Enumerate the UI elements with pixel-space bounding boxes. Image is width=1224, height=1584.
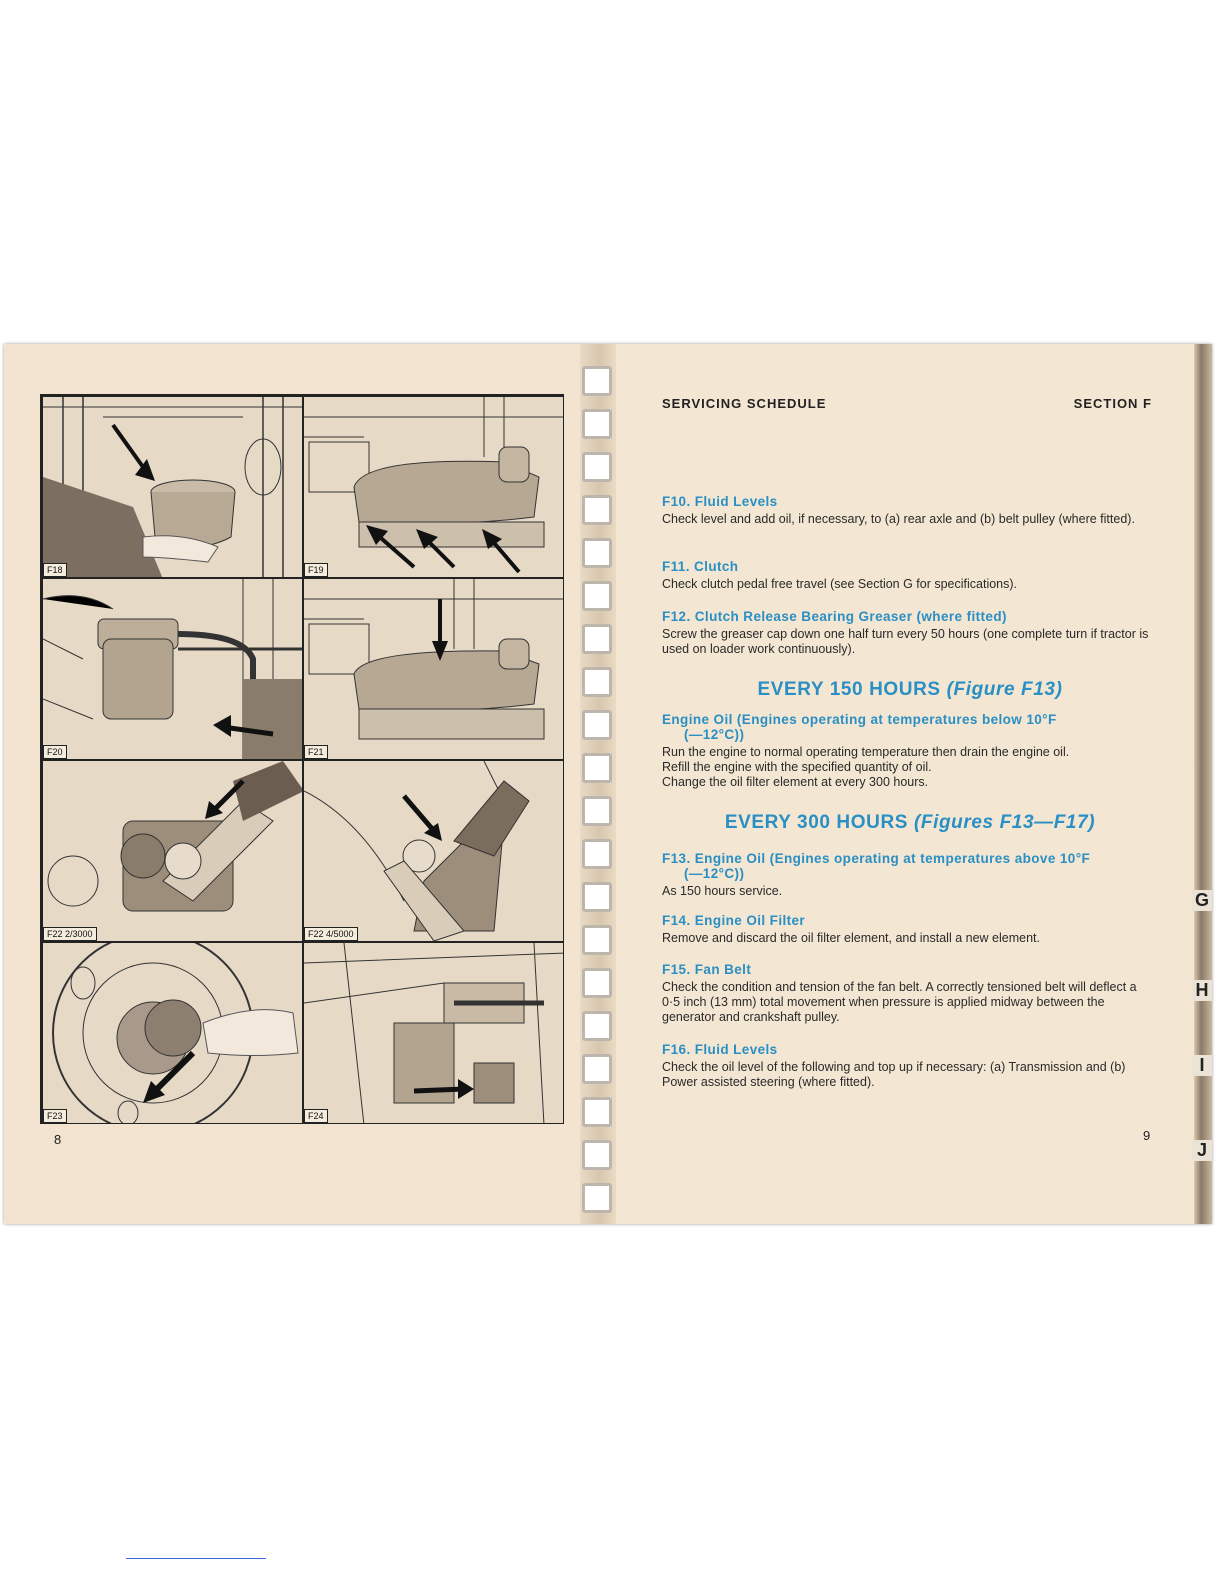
section-title-line1: F13. Engine Oil (Engines operating at temperatures above 10°F — [662, 851, 1091, 866]
binding-ring — [582, 968, 612, 998]
index-tab-g[interactable]: G — [1192, 890, 1212, 911]
section-body: Check the oil level of the following and top up if necessary: (a) Transmission and (b) Power assisted steering (where fitted). — [662, 1060, 1126, 1089]
section-f10 — [662, 494, 1158, 527]
section-title: F15. Fan Belt — [662, 962, 752, 977]
binding-ring — [582, 710, 612, 740]
f23-illustration — [43, 943, 303, 1124]
figure-f22-2-3000 — [42, 760, 303, 942]
section-title-line2: (—12°C)) — [684, 727, 745, 742]
section-f12 — [662, 609, 1158, 657]
figure-label: F21 — [304, 745, 328, 759]
section-body: Check level and add oil, if necessary, to (a) rear axle and (b) belt pulley (where fitted). — [662, 512, 1135, 526]
section-title: F14. Engine Oil Filter — [662, 913, 806, 928]
figure-f18 — [42, 396, 303, 578]
right-page — [616, 344, 1198, 1224]
section-body-line1: Run the engine to normal operating temperature then drain the engine oil. — [662, 745, 1070, 759]
binding-ring — [582, 1054, 612, 1084]
section-engine-oil-150 — [662, 712, 1158, 790]
footer-rule — [126, 1558, 266, 1559]
section-title: F10. Fluid Levels — [662, 494, 778, 509]
f21-illustration — [304, 579, 564, 760]
heading-text: EVERY 300 HOURS — [724, 812, 914, 833]
figure-label: F23 — [43, 1109, 67, 1123]
binding-ring — [582, 753, 612, 783]
left-page — [4, 344, 592, 1224]
section-title: F12. Clutch Release Bearing Greaser (where fitted) — [662, 609, 1007, 624]
section-body: Check clutch pedal free travel (see Section G for specifications). — [662, 577, 1018, 591]
binding-ring — [582, 1097, 612, 1127]
section-f14 — [662, 913, 1158, 946]
binding-ring — [582, 925, 612, 955]
binding-ring — [582, 624, 612, 654]
figure-f21 — [303, 578, 564, 760]
binding-ring — [582, 1183, 612, 1213]
binding-ring — [582, 796, 612, 826]
page-edge — [1194, 344, 1212, 1224]
figure-label: F22 2/3000 — [43, 927, 97, 941]
heading-every-150-hours — [662, 679, 1158, 701]
binding-ring — [582, 538, 612, 568]
section-f15 — [662, 962, 1158, 1025]
binding-ring — [582, 452, 612, 482]
binding-ring — [582, 495, 612, 525]
heading-figure-ref: (Figure F13) — [946, 679, 1063, 700]
figure-f22-4-5000 — [303, 760, 564, 942]
f22b-illustration — [304, 761, 564, 942]
heading-every-300-hours — [662, 812, 1158, 834]
figure-f20 — [42, 578, 303, 760]
figure-label: F20 — [43, 745, 67, 759]
section-f16 — [662, 1042, 1158, 1090]
binding-ring — [582, 667, 612, 697]
header-title: SERVICING SCHEDULE — [662, 396, 827, 411]
f19-illustration — [304, 397, 564, 578]
section-body: As 150 hours service. — [662, 884, 783, 898]
section-title-line1: Engine Oil (Engines operating at temperatures below 10°F — [662, 712, 1057, 727]
section-body: Remove and discard the oil filter element, and install a new element. — [662, 931, 1040, 945]
f20-illustration — [43, 579, 303, 760]
f18-illustration — [43, 397, 303, 578]
figure-f23 — [42, 942, 303, 1124]
index-tab-j[interactable]: J — [1192, 1140, 1212, 1161]
figure-f24 — [303, 942, 564, 1124]
index-tab-h[interactable]: H — [1192, 980, 1212, 1001]
binding-ring — [582, 581, 612, 611]
section-title-line2: (—12°C)) — [684, 866, 745, 881]
binding-ring — [582, 366, 612, 396]
binding-ring — [582, 1011, 612, 1041]
section-body: Check the condition and tension of the fan belt. A correctly tensioned belt will deflect a 0·5 inch (13 mm) total movement when pressure is applied midway between the generator and crankshaft pulley. — [662, 980, 1137, 1024]
heading-text: EVERY 150 HOURS — [757, 679, 947, 700]
binding-ring — [582, 1140, 612, 1170]
f22a-illustration — [43, 761, 303, 942]
f24-illustration — [304, 943, 564, 1124]
figure-label: F22 4/5000 — [304, 927, 358, 941]
section-f13 — [662, 851, 1158, 899]
index-tab-i[interactable]: I — [1192, 1055, 1212, 1076]
page-number-left: 8 — [54, 1132, 62, 1147]
figure-label: F18 — [43, 563, 67, 577]
section-f11 — [662, 559, 1158, 592]
section-body-line3: Change the oil filter element at every 300 hours. — [662, 775, 929, 789]
heading-figure-ref: (Figures F13—F17) — [913, 812, 1096, 833]
figure-label: F24 — [304, 1109, 328, 1123]
section-title: F11. Clutch — [662, 559, 739, 574]
page-number-right: 9 — [1143, 1128, 1151, 1143]
figure-label: F19 — [304, 563, 328, 577]
section-body-line2: Refill the engine with the specified quantity of oil. — [662, 760, 932, 774]
figure-f19 — [303, 396, 564, 578]
section-title: F16. Fluid Levels — [662, 1042, 778, 1057]
binding-ring — [582, 839, 612, 869]
binding-ring — [582, 882, 612, 912]
binding-ring — [582, 409, 612, 439]
section-body: Screw the greaser cap down one half turn every 50 hours (one complete turn if tractor is used on loader work continuously). — [662, 627, 1149, 656]
header-section: SECTION F — [1073, 396, 1152, 411]
figure-grid — [40, 394, 564, 1124]
